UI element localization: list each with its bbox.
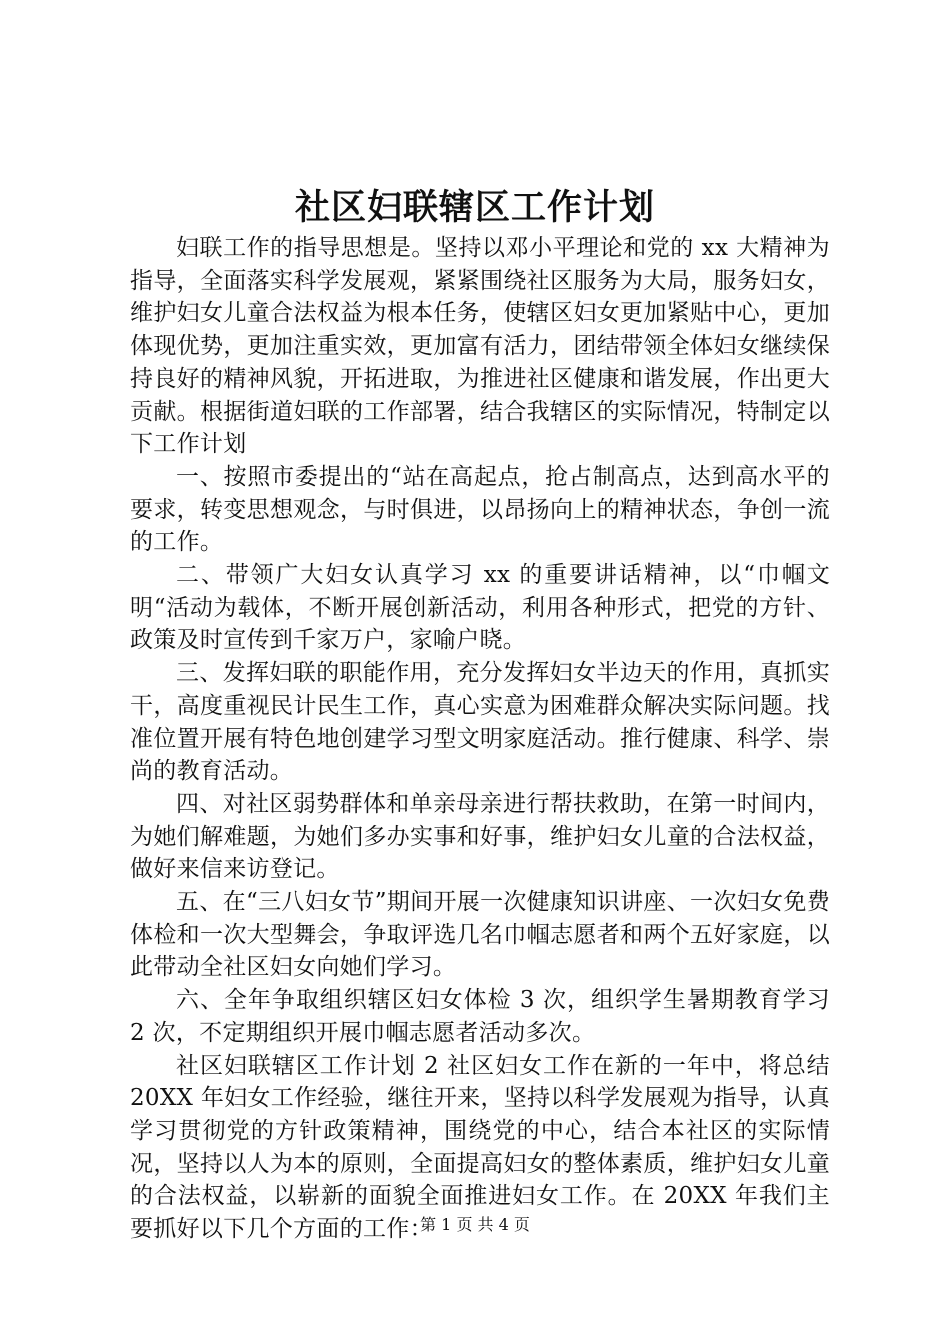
page-number-footer: 第 1 页 共 4 页 [420,1215,530,1234]
document-body [130,232,830,1246]
paragraph-item-3: 三、发挥妇联的职能作用，充分发挥妇女半边天的作用，真抓实干，高度重视民计民生工作，真心实意为困难群众解决实际问题。找准位置开展有特色地创建学习型文明家庭活动。推行健康、科学、崇尚的教育活动。 [130,660,830,785]
paragraph-guiding-thought: 妇联工作的指导思想是。坚持以邓小平理论和党的 xx 大精神为指导，全面落实科学发展观，紧紧围绕社区服务为大局，服务妇女，维护妇女儿童合法权益为根本任务，使辖区妇女更加紧贴中心，更加体现优势，更加注重实效，更加富有活力，团结带领全体妇女继续保持良好的精神风貌，开拓进取，为推进社区健康和谐发展，作出更大贡献。根据街道妇联的工作部署，结合我辖区的实际情况，特制定以下工作计划 [130,235,830,458]
paragraph-item-4: 四、对社区弱势群体和单亲母亲进行帮扶救助，在第一时间内，为她们解难题，为她们多办实事和好事，维护妇女儿童的合法权益，做好来信来访登记。 [130,790,830,883]
paragraph-item-2: 二、带领广大妇女认真学习 xx 的重要讲话精神，以“巾帼文明“活动为载体，不断开展创新活动，利用各种形式，把党的方针、政策及时宣传到千家万户，家喻户晓。 [130,562,830,654]
paragraph-plan-2-intro: 社区妇联辖区工作计划 2 社区妇女工作在新的一年中，将总结 20XX 年妇女工作经验，继往开来，坚持以科学发展观为指导，认真学习贯彻党的方针政策精神，围绕党的中心，结合本社区的实际情况，坚持以人为本的原则，全面提高妇女的整体素质，维护妇女儿童的合法权益，以崭新的面貌全面推进妇女工作。在 20XX 年我们主要抓好以下几个方面的工作： [130,1052,830,1243]
paragraph-item-5: 五、在“三八妇女节”期间开展一次健康知识讲座、一次妇女免费体检和一次大型舞会，争取评选几名巾帼志愿者和两个五好家庭，以此带动全社区妇女向她们学习。 [130,889,830,981]
paragraph-item-6: 六、全年争取组织辖区妇女体检 3 次，组织学生暑期教育学习 2 次，不定期组织开展巾帼志愿者活动多次。 [130,987,830,1046]
paragraph-item-1: 一、按照市委提出的“站在高起点，抢占制高点，达到高水平的要求，转变思想观念，与时俱进，以昂扬向上的精神状态，争创一流的工作。 [130,463,830,556]
document-title: 社区妇联辖区工作计划 [294,187,655,228]
